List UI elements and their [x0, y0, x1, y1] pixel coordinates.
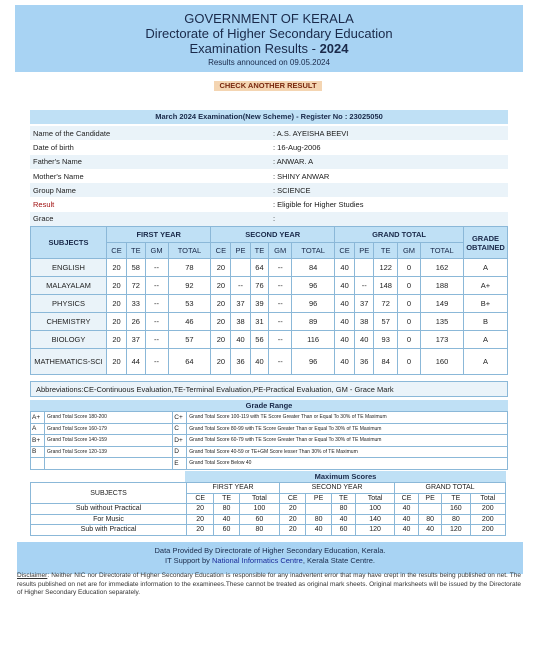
- candidate-row: [30, 140, 508, 154]
- mark-cell: 149: [420, 295, 463, 313]
- exam-title: March 2024 Examination(New Scheme) - Register No : 23025050: [30, 110, 508, 124]
- footer-data-provided: Data Provided By Directorate of Higher Secondary Education, Kerala.: [154, 546, 386, 555]
- mark-cell: 93: [374, 331, 398, 349]
- mark-cell: 0: [398, 349, 421, 375]
- max-cell: 40: [214, 514, 239, 525]
- mark-cell: --: [145, 295, 168, 313]
- mark-cell: 26: [127, 313, 146, 331]
- grade-description: Grand Total Score 60-79 with TE Score Greater Than or Equal To 30% of TE Maximum: [187, 435, 508, 447]
- col-grade-obtained: GRADE OBTAINED: [464, 227, 508, 259]
- marks-subheader: GM: [269, 243, 292, 259]
- mark-cell: 122: [374, 259, 398, 277]
- mark-cell: 40: [335, 349, 355, 375]
- marks-subheader: TOTAL: [292, 243, 335, 259]
- max-subheader: PE: [306, 493, 331, 504]
- grade-letter: B: [31, 446, 45, 458]
- grade-letter: B+: [31, 435, 45, 447]
- mark-cell: 188: [420, 277, 463, 295]
- mark-cell: 72: [127, 277, 146, 295]
- mark-cell: 78: [168, 259, 211, 277]
- mark-cell: 37: [127, 331, 146, 349]
- mark-cell: 37: [355, 295, 374, 313]
- max-cell: [419, 504, 442, 515]
- marks-subheader: TOTAL: [420, 243, 463, 259]
- abbreviations: Abbreviations:CE-Continuous Evaluation,TE-Terminal Evaluation,PE-Practical Evaluation, GM - Grace Mark: [30, 381, 508, 397]
- mark-cell: 20: [211, 295, 231, 313]
- candidate-info-table: [30, 126, 508, 226]
- header-announced: Results announced on 09.05.2024: [208, 58, 330, 67]
- marks-subheader: CE: [107, 243, 127, 259]
- mark-cell: [231, 259, 250, 277]
- candidate-label: Date of birth: [33, 142, 74, 152]
- mark-cell: 53: [168, 295, 211, 313]
- marks-subheader: CE: [335, 243, 355, 259]
- candidate-value: : SHINY ANWAR: [273, 171, 330, 181]
- mark-cell: 173: [420, 331, 463, 349]
- candidate-label: Result: [33, 200, 55, 210]
- mark-cell: 160: [420, 349, 463, 375]
- subject-name: PHYSICS: [31, 295, 107, 313]
- mark-cell: 116: [292, 331, 335, 349]
- footer-it-suffix: , Kerala State Centre.: [302, 556, 375, 565]
- grade-range-row: [31, 435, 508, 447]
- candidate-label: Grace: [33, 214, 54, 224]
- mark-cell: 92: [168, 277, 211, 295]
- col-second-year: SECOND YEAR: [211, 227, 335, 243]
- mark-cell: 20: [211, 313, 231, 331]
- grade-description: Grand Total Score Below 40: [187, 458, 508, 470]
- max-subheader: Total: [470, 493, 505, 504]
- max-row-label: Sub with Practical: [31, 525, 187, 536]
- mark-cell: --: [269, 259, 292, 277]
- mark-cell: 96: [292, 349, 335, 375]
- mark-cell: --: [145, 259, 168, 277]
- marks-subheader: TE: [374, 243, 398, 259]
- max-subheader: TE: [442, 493, 470, 504]
- max-row: [31, 514, 506, 525]
- mark-cell: 148: [374, 277, 398, 295]
- max-row: [31, 525, 506, 536]
- mark-cell: 33: [127, 295, 146, 313]
- max-subheader: CE: [280, 493, 306, 504]
- grade-cell: A: [464, 259, 508, 277]
- marks-subheader: GM: [398, 243, 421, 259]
- mark-cell: 0: [398, 277, 421, 295]
- page-footer: [17, 542, 523, 574]
- disclaimer: [17, 572, 521, 598]
- max-subheader: TE: [331, 493, 355, 504]
- mark-cell: 20: [211, 277, 231, 295]
- mark-cell: 40: [355, 331, 374, 349]
- col-grand-total: GRAND TOTAL: [335, 227, 464, 243]
- grade-letter: D: [173, 446, 187, 458]
- max-subheader: TE: [214, 493, 239, 504]
- header-exam-results: [15, 41, 523, 56]
- max-cell: 200: [470, 514, 505, 525]
- max-cell: 200: [470, 525, 505, 536]
- mark-cell: 20: [211, 331, 231, 349]
- mark-cell: 46: [168, 313, 211, 331]
- mark-cell: 0: [398, 295, 421, 313]
- grade-letter: D+: [173, 435, 187, 447]
- mark-cell: 64: [250, 259, 269, 277]
- disclaimer-text: : Neither NIC nor Directorate of Higher Secondary Education is responsible for any inadvertent error that may have crept in the results being published on net. The results published on net are for immediate information to the examinees.These cannot be treated as original mark sheets. Original marksheets will be issued by the Directorate of Higher Secondary Education separately.: [17, 572, 521, 596]
- max-cell: 100: [239, 504, 279, 515]
- mark-cell: 20: [107, 295, 127, 313]
- max-cell: 60: [331, 525, 355, 536]
- mark-cell: 39: [250, 295, 269, 313]
- grade-cell: B: [464, 313, 508, 331]
- grade-letter: A: [31, 423, 45, 435]
- maximum-scores-title: Maximum Scores: [185, 471, 506, 482]
- max-col-second-year: SECOND YEAR: [280, 483, 395, 494]
- grade-description: Grand Total Score 160-179: [45, 423, 173, 435]
- mark-cell: --: [269, 331, 292, 349]
- max-cell: 160: [442, 504, 470, 515]
- max-subheader: CE: [395, 493, 419, 504]
- max-col-subjects: SUBJECTS: [31, 483, 187, 504]
- grade-range-row: [31, 423, 508, 435]
- subject-name: BIOLOGY: [31, 331, 107, 349]
- candidate-row: [30, 155, 508, 169]
- mark-cell: 38: [355, 313, 374, 331]
- candidate-row: [30, 212, 508, 226]
- grade-description: Grand Total Score 80-99 with TE Score Greater Than or Equal To 30% of TE Maximum: [187, 423, 508, 435]
- mark-cell: 40: [231, 331, 250, 349]
- max-row-label: Sub without Practical: [31, 504, 187, 515]
- max-cell: 20: [187, 525, 214, 536]
- max-subheader: Total: [356, 493, 395, 504]
- header-directorate: Directorate of Higher Secondary Education: [145, 26, 393, 41]
- max-cell: 80: [442, 514, 470, 525]
- max-cell: 20: [280, 504, 306, 515]
- marks-subheader: TE: [127, 243, 146, 259]
- max-cell: 80: [419, 514, 442, 525]
- mark-cell: 20: [211, 259, 231, 277]
- grade-letter: C+: [173, 412, 187, 424]
- max-subheader: Total: [239, 493, 279, 504]
- grade-description: Grand Total Score 100-119 with TE Score Greater Than or Equal To 30% of TE Maximum: [187, 412, 508, 424]
- max-cell: 40: [331, 514, 355, 525]
- max-cell: 80: [331, 504, 355, 515]
- subject-name: MATHEMATICS-SCI: [31, 349, 107, 375]
- candidate-label: Group Name: [33, 185, 76, 195]
- max-cell: 120: [442, 525, 470, 536]
- max-cell: 40: [419, 525, 442, 536]
- marks-row: [31, 331, 508, 349]
- grade-range-row: [31, 458, 508, 470]
- mark-cell: --: [145, 277, 168, 295]
- subject-name: ENGLISH: [31, 259, 107, 277]
- mark-cell: 36: [355, 349, 374, 375]
- marks-row: [31, 349, 508, 375]
- mark-cell: 84: [374, 349, 398, 375]
- grade-description: Grand Total Score 120-139: [45, 446, 173, 458]
- footer-it-prefix: IT Support by: [165, 556, 212, 565]
- header-year: 2024: [319, 41, 349, 56]
- max-cell: 40: [306, 525, 331, 536]
- mark-cell: 38: [231, 313, 250, 331]
- grade-description: [45, 458, 173, 470]
- candidate-value: : SCIENCE: [273, 185, 311, 195]
- mark-cell: 20: [107, 331, 127, 349]
- max-cell: 20: [280, 525, 306, 536]
- subject-name: CHEMISTRY: [31, 313, 107, 331]
- candidate-label: Name of the Candidate: [33, 128, 111, 138]
- mark-cell: 31: [250, 313, 269, 331]
- mark-cell: --: [269, 277, 292, 295]
- grade-letter: A+: [31, 412, 45, 424]
- marks-row: [31, 313, 508, 331]
- max-subheader: CE: [187, 493, 214, 504]
- mark-cell: --: [355, 277, 374, 295]
- max-cell: 80: [214, 504, 239, 515]
- candidate-value: : 16-Aug-2006: [273, 142, 321, 152]
- mark-cell: 84: [292, 259, 335, 277]
- candidate-row: [30, 197, 508, 211]
- max-cell: 60: [214, 525, 239, 536]
- grade-range-table: [30, 411, 508, 470]
- mark-cell: 40: [335, 313, 355, 331]
- col-first-year: FIRST YEAR: [107, 227, 211, 243]
- grade-letter: C: [173, 423, 187, 435]
- grade-cell: A+: [464, 277, 508, 295]
- grade-description: Grand Total Score 180-200: [45, 412, 173, 424]
- candidate-row: [30, 169, 508, 183]
- mark-cell: 72: [374, 295, 398, 313]
- marks-subheader: GM: [145, 243, 168, 259]
- max-subheader: PE: [419, 493, 442, 504]
- max-cell: 120: [356, 525, 395, 536]
- max-row: [31, 504, 506, 515]
- mark-cell: 20: [107, 349, 127, 375]
- max-row-label: For Music: [31, 514, 187, 525]
- mark-cell: --: [269, 295, 292, 313]
- mark-cell: 20: [107, 259, 127, 277]
- grade-letter: E: [173, 458, 187, 470]
- max-col-first-year: FIRST YEAR: [187, 483, 280, 494]
- mark-cell: 96: [292, 295, 335, 313]
- mark-cell: 20: [107, 313, 127, 331]
- candidate-value: : Eligible for Higher Studies: [273, 200, 364, 210]
- page-header: [15, 5, 523, 72]
- mark-cell: [355, 259, 374, 277]
- marks-subheader: PE: [231, 243, 250, 259]
- mark-cell: 64: [168, 349, 211, 375]
- mark-cell: 20: [107, 277, 127, 295]
- col-subjects: SUBJECTS: [31, 227, 107, 259]
- mark-cell: 20: [211, 349, 231, 375]
- mark-cell: 40: [335, 331, 355, 349]
- max-cell: 100: [356, 504, 395, 515]
- max-cell: 80: [239, 525, 279, 536]
- mark-cell: 44: [127, 349, 146, 375]
- max-col-grand-total: GRAND TOTAL: [395, 483, 506, 494]
- mark-cell: 0: [398, 259, 421, 277]
- mark-cell: 135: [420, 313, 463, 331]
- grade-description: Grand Total Score 140-159: [45, 435, 173, 447]
- mark-cell: --: [269, 349, 292, 375]
- mark-cell: 57: [168, 331, 211, 349]
- candidate-value: : ANWAR. A: [273, 157, 314, 167]
- maximum-scores-table: [30, 482, 506, 536]
- mark-cell: 0: [398, 313, 421, 331]
- max-cell: 20: [187, 514, 214, 525]
- mark-cell: 40: [335, 277, 355, 295]
- marks-row: [31, 277, 508, 295]
- mark-cell: 0: [398, 331, 421, 349]
- footer-it-support: [17, 556, 523, 566]
- marks-subheader: CE: [211, 243, 231, 259]
- grade-cell: B+: [464, 295, 508, 313]
- max-cell: [306, 504, 331, 515]
- marks-row: [31, 295, 508, 313]
- max-cell: 140: [356, 514, 395, 525]
- grade-cell: A: [464, 331, 508, 349]
- check-another-result-button[interactable]: CHECK ANOTHER RESULT: [214, 81, 322, 91]
- max-cell: 40: [395, 525, 419, 536]
- mark-cell: 40: [335, 295, 355, 313]
- max-cell: 80: [306, 514, 331, 525]
- mark-cell: --: [231, 277, 250, 295]
- mark-cell: 89: [292, 313, 335, 331]
- header-exam-results-text: Examination Results -: [189, 41, 320, 56]
- header-government: GOVERNMENT OF KERALA: [184, 11, 354, 26]
- candidate-label: Mother's Name: [33, 171, 84, 181]
- grade-cell: A: [464, 349, 508, 375]
- disclaimer-label: Disclaimer: [17, 572, 48, 579]
- candidate-label: Father's Name: [33, 157, 82, 167]
- grade-range-row: [31, 412, 508, 424]
- mark-cell: --: [145, 313, 168, 331]
- max-cell: 60: [239, 514, 279, 525]
- mark-cell: 56: [250, 331, 269, 349]
- mark-cell: 58: [127, 259, 146, 277]
- grade-range-row: [31, 446, 508, 458]
- candidate-row: [30, 183, 508, 197]
- max-cell: 20: [280, 514, 306, 525]
- mark-cell: 40: [250, 349, 269, 375]
- grade-description: Grand Total Score 40-59 or TE+GM Score lesser Than 30% of TE Maximum: [187, 446, 508, 458]
- marks-row: [31, 259, 508, 277]
- mark-cell: 40: [335, 259, 355, 277]
- mark-cell: 76: [250, 277, 269, 295]
- mark-cell: --: [145, 331, 168, 349]
- mark-cell: --: [145, 349, 168, 375]
- max-cell: 40: [395, 504, 419, 515]
- max-cell: 40: [395, 514, 419, 525]
- mark-cell: 162: [420, 259, 463, 277]
- marks-table: [30, 226, 508, 375]
- marks-subheader: TE: [250, 243, 269, 259]
- mark-cell: --: [269, 313, 292, 331]
- mark-cell: 37: [231, 295, 250, 313]
- marks-subheader: TOTAL: [168, 243, 211, 259]
- mark-cell: 57: [374, 313, 398, 331]
- grade-letter: [31, 458, 45, 470]
- candidate-row: [30, 126, 508, 140]
- nic-link[interactable]: National Informatics Centre: [211, 556, 303, 565]
- subject-name: MALAYALAM: [31, 277, 107, 295]
- max-cell: 20: [187, 504, 214, 515]
- max-cell: 200: [470, 504, 505, 515]
- candidate-value: : A.S. AYEISHA BEEVI: [273, 128, 349, 138]
- mark-cell: 36: [231, 349, 250, 375]
- grade-range-title: Grade Range: [30, 400, 508, 411]
- candidate-value: :: [273, 214, 276, 224]
- mark-cell: 96: [292, 277, 335, 295]
- marks-subheader: PE: [355, 243, 374, 259]
